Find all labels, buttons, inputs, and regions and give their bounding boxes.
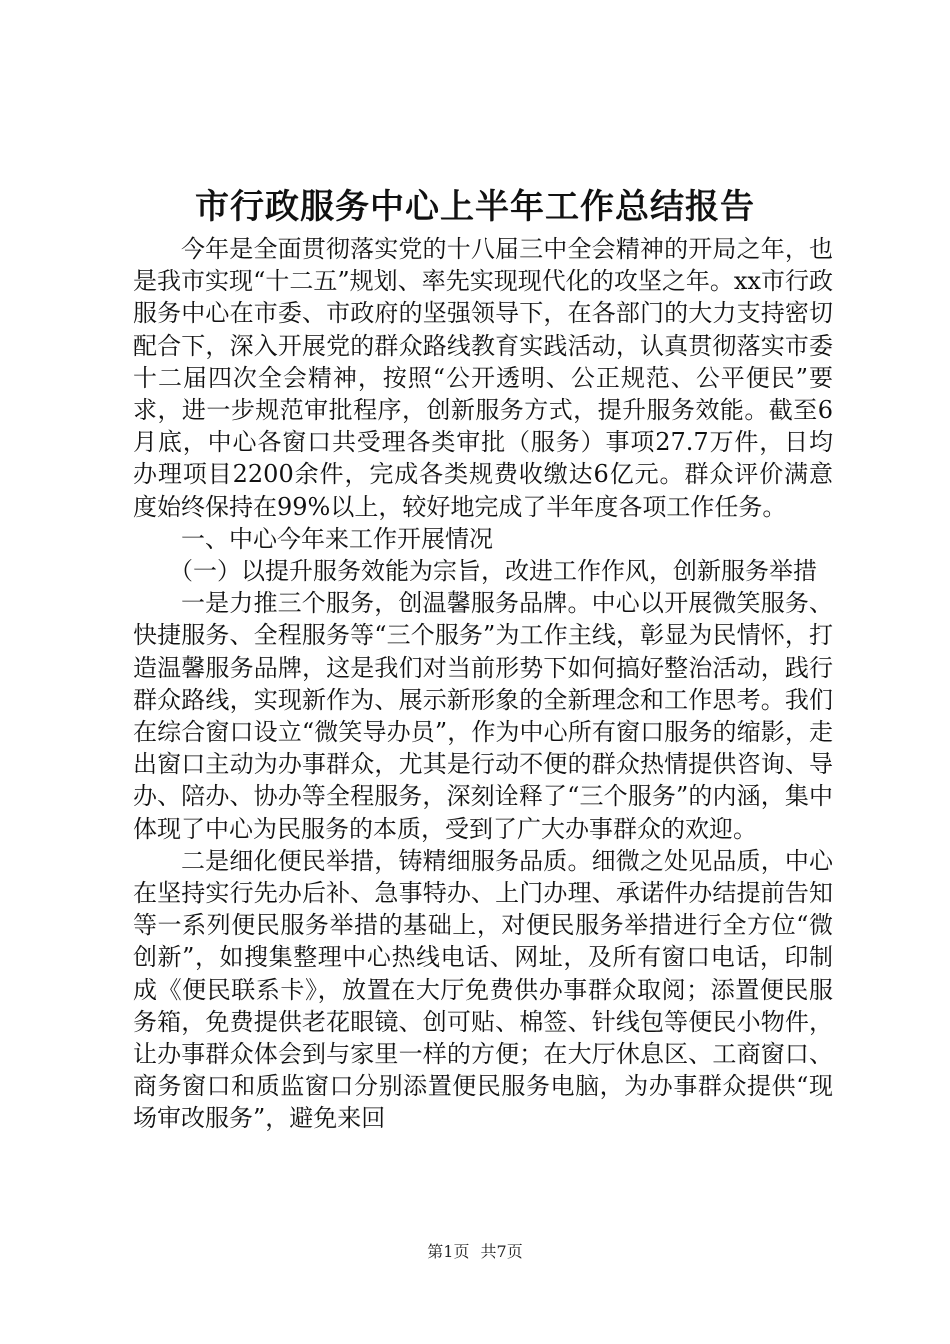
page-total: 共7页 xyxy=(480,1242,523,1261)
document-title: 市行政服务中心上半年工作总结报告 xyxy=(195,187,755,227)
subsection-heading-1: （一）以提升服务效能为宗旨，改进工作作风，创新服务举措 xyxy=(169,557,817,586)
page-footer xyxy=(0,1240,950,1264)
body-paragraph-2: 二是细化便民举措，铸精细服务品质。细微之处见品质，中心在坚持实行先办后补、急事特办、上门办理、承诺件办结提前告知等一系列便民服务举措的基础上，对便民服务举措进行全方位“微创新”，如搜集整理中心热线电话、网址，及所有窗口电话，印制成《便民联系卡》，放置在大厅免费供办事群众取阅；添置便民服务箱，免费提供老花眼镜、创可贴、棉签、针线包等便民小物件，让办事群众体会到与家里一样的方便；在大厅休息区、工商窗口、商务窗口和质监窗口分别添置便民服务电脑，为办事群众提供“现场审改服务”，避免来回 xyxy=(133,846,833,1133)
page-number: 第1页 xyxy=(427,1242,470,1261)
intro-paragraph: 今年是全面贯彻落实党的十八届三中全会精神的开局之年，也是我市实现“十二五”规划、率先实现现代化的攻坚之年。xx市行政服务中心在市委、市政府的坚强领导下，在各部门的大力支持密切配合下，深入开展党的群众路线教育实践活动，认真贯彻落实市委十二届四次全会精神，按照“公开透明、公正规范、公平便民”要求，进一步规范审批程序，创新服务方式，提升服务效能。截至6月底，中心各窗口共受理各类审批（服务）事项27.7万件，日均办理项目2200余件，完成各类规费收缴达6亿元。群众评价满意度始终保持在99%以上，较好地完成了半年度各项工作任务。 xyxy=(133,235,833,521)
section-heading-1: 一、中心今年来工作开展情况 xyxy=(181,524,493,553)
document-body xyxy=(133,233,833,1135)
body-paragraph-1: 一是力推三个服务，创温馨服务品牌。中心以开展微笑服务、快捷服务、全程服务等“三个服务”为工作主线，彰显为民情怀，打造温馨服务品牌，这是我们对当前形势下如何搞好整治活动，践行群众路线，实现新作为、展示新形象的全新理念和工作思考。我们在综合窗口设立“微笑导办员”，作为中心所有窗口服务的缩影，走出窗口主动为办事群众，尤其是行动不便的群众热情提供咨询、导办、陪办、协办等全程服务，深刻诠释了“三个服务”的内涵，集中体现了中心为民服务的本质，受到了广大办事群众的欢迎。 xyxy=(133,589,833,843)
